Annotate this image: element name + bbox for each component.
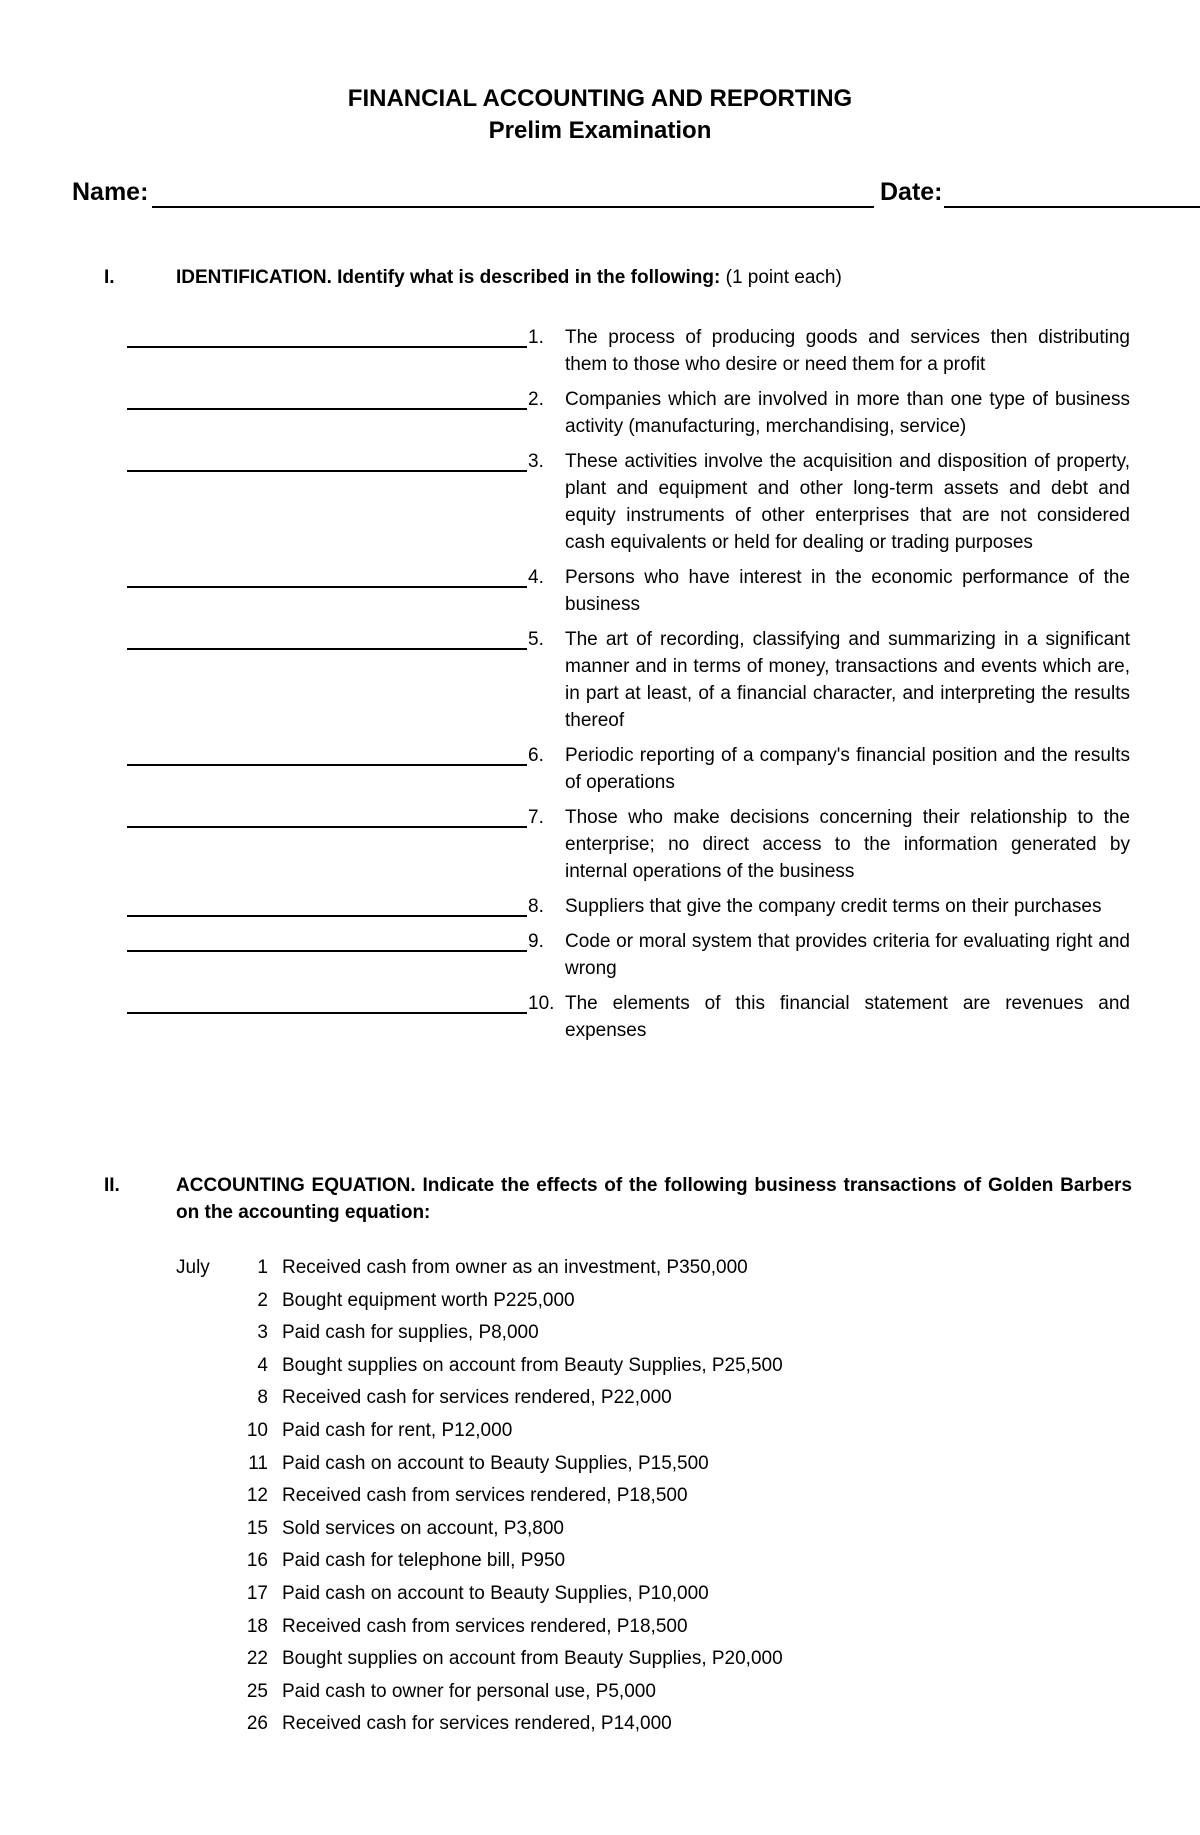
answer-blank-line[interactable] (127, 764, 527, 766)
transaction-description: Received cash from owner as an investment, P350,000 (282, 1257, 748, 1278)
identification-items (0, 324, 1200, 1052)
item-number: 1. (528, 327, 544, 348)
item-description: Suppliers that give the company credit terms on their purchases (565, 896, 1102, 917)
item-description: The art of recording, classifying and summarizing in a significant manner and in terms of money, transactions and events which are, in part at least, of a financial character, and interpreting the results thereof (565, 629, 1130, 731)
item-description: Code or moral system that provides criteria for evaluating right and wrong (565, 931, 1130, 979)
item-number: 10. (528, 993, 555, 1014)
transaction-description: Paid cash to owner for personal use, P5,000 (282, 1680, 656, 1702)
exam-subtitle: Prelim Examination (488, 117, 712, 144)
identification-item (0, 804, 1200, 885)
identification-item (0, 564, 1200, 618)
name-label: Name: (72, 178, 149, 206)
identification-item (0, 448, 1200, 556)
identification-item (0, 386, 1200, 440)
transaction-description: Paid cash for telephone bill, P950 (282, 1550, 566, 1572)
transaction-list (176, 1254, 1136, 1743)
section-instruction: ACCOUNTING EQUATION. Indicate the effects of the following business transactions of Golden Barbers on the accounting equation: (176, 1175, 1132, 1223)
item-number: 5. (528, 629, 544, 650)
transaction-description: Paid cash for rent, P12,000 (282, 1419, 513, 1441)
item-number: 3. (528, 451, 544, 472)
exam-header (0, 83, 1200, 147)
item-number: 2. (528, 389, 544, 410)
item-description: Those who make decisions concerning their relationship to the enterprise; no direct access to the information generated by internal operations of the business (565, 807, 1130, 882)
identification-item (0, 990, 1200, 1044)
item-number: 7. (528, 807, 544, 828)
transaction-day: 12 (246, 1485, 268, 1507)
answer-blank-line[interactable] (127, 915, 527, 917)
transaction-row (176, 1287, 1136, 1320)
transaction-day: 11 (248, 1452, 268, 1474)
transaction-description: Bought supplies on account from Beauty Supplies, P20,000 (282, 1648, 783, 1670)
answer-blank-line[interactable] (127, 586, 527, 588)
transaction-description: Paid cash for supplies, P8,000 (282, 1322, 539, 1344)
transaction-day: 22 (246, 1648, 268, 1670)
answer-blank-line[interactable] (127, 1012, 527, 1014)
identification-item (0, 742, 1200, 796)
item-number: 8. (528, 896, 544, 917)
transaction-description: Sold services on account, P3,800 (282, 1517, 565, 1539)
transaction-description: Paid cash on account to Beauty Supplies, P10,000 (282, 1582, 709, 1604)
section-points: (1 point each) (725, 267, 842, 288)
identification-item (0, 626, 1200, 734)
transaction-description: Received cash for services rendered, P14,000 (282, 1713, 672, 1735)
transaction-day: 1 (257, 1257, 268, 1278)
name-date-row (72, 178, 1132, 212)
transaction-day: 2 (257, 1289, 268, 1311)
exam-title: FINANCIAL ACCOUNTING AND REPORTING (347, 85, 853, 112)
transaction-description: Received cash from services rendered, P18,500 (282, 1485, 688, 1507)
transaction-row (176, 1482, 1136, 1515)
answer-blank-line[interactable] (127, 470, 527, 472)
item-description: The elements of this financial statement are revenues and expenses (565, 993, 1130, 1041)
transaction-row (176, 1515, 1136, 1548)
answer-blank-line[interactable] (127, 826, 527, 828)
item-number: 9. (528, 931, 544, 952)
section-number: I. (104, 267, 115, 288)
date-blank-line[interactable] (944, 206, 1200, 208)
transaction-row (176, 1613, 1136, 1646)
transaction-day: 18 (246, 1615, 268, 1637)
item-description: Companies which are involved in more than one type of business activity (manufacturing, merchandising, service) (565, 389, 1130, 437)
transaction-day: 15 (246, 1517, 268, 1539)
name-blank-line[interactable] (152, 206, 874, 208)
transaction-day: 16 (246, 1550, 268, 1572)
item-number: 4. (528, 567, 544, 588)
transaction-row (176, 1710, 1136, 1743)
answer-blank-line[interactable] (127, 408, 527, 410)
transaction-day: 10 (246, 1419, 268, 1441)
identification-item (0, 324, 1200, 378)
transaction-day: 17 (246, 1582, 268, 1604)
answer-blank-line[interactable] (127, 346, 527, 348)
transaction-row (176, 1547, 1136, 1580)
transaction-description: Bought equipment worth P225,000 (282, 1289, 575, 1311)
item-description: Persons who have interest in the economic performance of the business (565, 567, 1130, 615)
transaction-row (176, 1254, 1136, 1287)
transaction-day: 4 (257, 1354, 268, 1376)
transaction-description: Paid cash on account to Beauty Supplies, P15,500 (282, 1452, 709, 1474)
item-description: The process of producing goods and services then distributing them to those who desire or need them for a profit (565, 327, 1130, 375)
transaction-month: July (176, 1257, 210, 1278)
transaction-description: Received cash for services rendered, P22,000 (282, 1387, 672, 1409)
transaction-day: 8 (257, 1387, 268, 1409)
transaction-day: 3 (257, 1322, 268, 1344)
transaction-row (176, 1384, 1136, 1417)
transaction-row (176, 1580, 1136, 1613)
section-instruction (176, 264, 1132, 291)
transaction-description: Bought supplies on account from Beauty Supplies, P25,500 (282, 1354, 783, 1376)
answer-blank-line[interactable] (127, 950, 527, 952)
transaction-row (176, 1417, 1136, 1450)
transaction-row (176, 1319, 1136, 1352)
transaction-day: 26 (246, 1713, 268, 1735)
transaction-day: 25 (246, 1680, 268, 1702)
section-heading-bold: IDENTIFICATION. Identify what is described in the following: (176, 267, 721, 288)
transaction-description: Received cash from services rendered, P18,500 (282, 1615, 688, 1637)
item-description: These activities involve the acquisition and disposition of property, plant and equipment and other long-term assets and debt and equity instruments of other enterprises that are not considered cash equivalents or held for dealing or trading purposes (565, 451, 1130, 553)
transaction-row (176, 1450, 1136, 1483)
identification-item (0, 928, 1200, 982)
transaction-row (176, 1678, 1136, 1711)
answer-blank-line[interactable] (127, 648, 527, 650)
section-number: II. (104, 1175, 120, 1196)
transaction-row (176, 1645, 1136, 1678)
transaction-row (176, 1352, 1136, 1385)
identification-item (0, 893, 1200, 920)
item-description: Periodic reporting of a company's financial position and the results of operations (565, 745, 1130, 793)
date-label: Date: (880, 178, 943, 206)
item-number: 6. (528, 745, 544, 766)
